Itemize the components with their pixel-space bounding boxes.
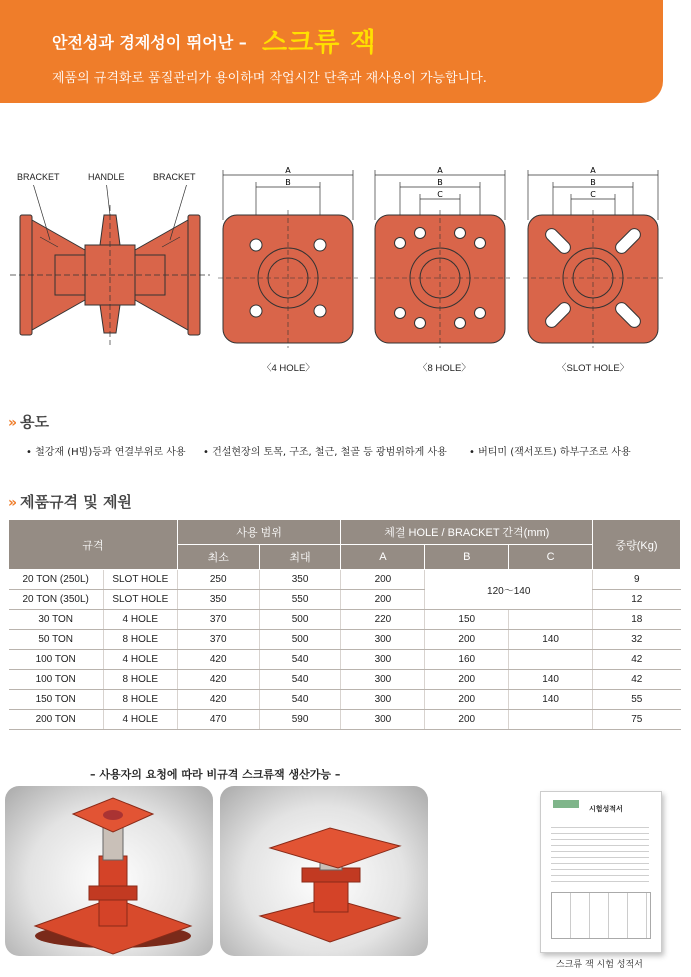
cell-a: 200	[341, 570, 425, 590]
cell-ton: 100 TON	[9, 670, 104, 690]
table-row	[9, 690, 681, 710]
dim-b: B	[285, 178, 291, 187]
plate-4-hole-drawing	[218, 165, 358, 355]
cell-ton: 20 TON (350L)	[9, 590, 104, 610]
test-certificate	[540, 791, 662, 953]
banner-subtitle: 제품의 규격화로 품질관리가 용이하며 작업시간 단축과 재사용이 가능합니다.	[52, 71, 487, 86]
header-range: 사용 범위	[177, 520, 341, 545]
dim-a: A	[285, 166, 291, 175]
header-weight: 중량(Kg)	[593, 520, 681, 570]
cell-c	[509, 610, 593, 630]
caption-slot-hole: 〈SLOT HOLE〉	[557, 363, 630, 374]
certificate-caption: 스크류 잭 시험 성적서	[556, 960, 643, 970]
cell-b: 200	[425, 690, 509, 710]
dim-b: B	[590, 178, 596, 187]
header-spec: 규격	[9, 520, 178, 570]
cell-max: 500	[259, 610, 341, 630]
cell-a: 300	[341, 690, 425, 710]
cell-b: 150	[425, 610, 509, 630]
dim-b: B	[437, 178, 443, 187]
usage-item: • 버티미 (잭서포트) 하부구조로 사용	[469, 447, 631, 458]
dim-a: A	[590, 166, 596, 175]
cell-hole: 4 HOLE	[103, 650, 177, 670]
cell-c	[509, 650, 593, 670]
cell-kg: 55	[593, 690, 681, 710]
cell-hole: 8 HOLE	[103, 690, 177, 710]
cell-b: 200	[425, 630, 509, 650]
table-row	[9, 570, 681, 590]
certificate-title: 시험성적서	[589, 805, 623, 813]
cell-min: 420	[177, 650, 259, 670]
cell-a: 300	[341, 630, 425, 650]
side-view-drawing	[10, 185, 210, 355]
header-banner	[0, 0, 663, 103]
label-bracket-right: BRACKET	[153, 172, 196, 182]
banner-product-name: 스크류 잭	[262, 28, 377, 58]
header-hole: 체결 HOLE / BRACKET 간격(mm)	[341, 520, 593, 545]
cell-a: 300	[341, 670, 425, 690]
cell-min: 470	[177, 710, 259, 730]
cell-bc: 120～140	[425, 570, 593, 610]
cell-b: 200	[425, 670, 509, 690]
cell-kg: 42	[593, 650, 681, 670]
cell-ton: 200 TON	[9, 710, 104, 730]
cell-hole: 8 HOLE	[103, 670, 177, 690]
usage-heading-text: 용도	[20, 413, 50, 431]
cell-ton: 30 TON	[9, 610, 104, 630]
dim-a: A	[437, 166, 443, 175]
cell-a: 300	[341, 710, 425, 730]
cell-kg: 18	[593, 610, 681, 630]
dim-c: C	[590, 190, 596, 199]
cell-hole: SLOT HOLE	[103, 570, 177, 590]
cell-ton: 20 TON (250L)	[9, 570, 104, 590]
table-row	[9, 630, 681, 650]
certificate-text-lines	[551, 822, 649, 882]
screw-jack-image	[220, 786, 428, 956]
usage-item: • 철강재 (H빔)등과 연결부위로 사용	[26, 447, 186, 458]
usage-heading	[8, 411, 49, 432]
cell-ton: 150 TON	[9, 690, 104, 710]
certificate-table	[551, 892, 651, 939]
cell-hole: 8 HOLE	[103, 630, 177, 650]
caption-4-hole: 〈4 HOLE〉	[262, 363, 315, 374]
cell-a: 220	[341, 610, 425, 630]
table-row	[9, 710, 681, 730]
screw-jack-image	[5, 786, 213, 956]
cell-max: 540	[259, 670, 341, 690]
cell-max: 540	[259, 650, 341, 670]
product-photo-short-jack	[220, 786, 428, 956]
cell-kg: 75	[593, 710, 681, 730]
header-b: B	[425, 545, 509, 570]
cell-kg: 42	[593, 670, 681, 690]
custom-order-note: – 사용자의 요청에 따라 비규격 스크류잭 생산가능 –	[90, 768, 341, 781]
cell-min: 370	[177, 610, 259, 630]
plate-8-hole-drawing	[370, 165, 510, 355]
banner-title: 안전성과 경제성이 뛰어난 –	[52, 33, 247, 52]
chevron-right-icon: »	[8, 495, 15, 511]
cell-min: 370	[177, 630, 259, 650]
spec-heading-text: 제품규격 및 제원	[20, 493, 132, 511]
table-row	[9, 670, 681, 690]
cell-c: 140	[509, 690, 593, 710]
cell-hole: 4 HOLE	[103, 610, 177, 630]
product-photo-tall-jack	[5, 786, 213, 956]
spec-table	[8, 519, 681, 730]
cell-ton: 50 TON	[9, 630, 104, 650]
cell-kg: 12	[593, 590, 681, 610]
chevron-right-icon: »	[8, 415, 15, 431]
cell-max: 500	[259, 630, 341, 650]
cell-max: 350	[259, 570, 341, 590]
header-a: A	[341, 545, 425, 570]
cell-hole: 4 HOLE	[103, 710, 177, 730]
cell-ton: 100 TON	[9, 650, 104, 670]
plate-slot-hole-drawing	[523, 165, 663, 355]
cell-max: 590	[259, 710, 341, 730]
cell-max: 550	[259, 590, 341, 610]
cell-b: 160	[425, 650, 509, 670]
cell-a: 200	[341, 590, 425, 610]
cell-hole: SLOT HOLE	[103, 590, 177, 610]
caption-8-hole: 〈8 HOLE〉	[418, 363, 471, 374]
cell-c: 140	[509, 670, 593, 690]
cell-min: 250	[177, 570, 259, 590]
spec-heading	[8, 491, 132, 512]
header-min: 최소	[177, 545, 259, 570]
cell-b: 200	[425, 710, 509, 730]
table-row	[9, 650, 681, 670]
label-bracket-left: BRACKET	[17, 172, 60, 182]
header-c: C	[509, 545, 593, 570]
cell-min: 420	[177, 690, 259, 710]
cell-min: 420	[177, 670, 259, 690]
usage-item: • 건설현장의 토목, 구조, 철근, 철골 등 광범위하게 사용	[203, 447, 447, 458]
cell-a: 300	[341, 650, 425, 670]
label-handle: HANDLE	[88, 172, 125, 182]
cell-max: 540	[259, 690, 341, 710]
cell-c	[509, 710, 593, 730]
cell-c: 140	[509, 630, 593, 650]
certificate-logo	[553, 800, 579, 808]
table-row	[9, 610, 681, 630]
cell-kg: 32	[593, 630, 681, 650]
header-max: 최대	[259, 545, 341, 570]
dim-c: C	[437, 190, 443, 199]
cell-min: 350	[177, 590, 259, 610]
cell-kg: 9	[593, 570, 681, 590]
